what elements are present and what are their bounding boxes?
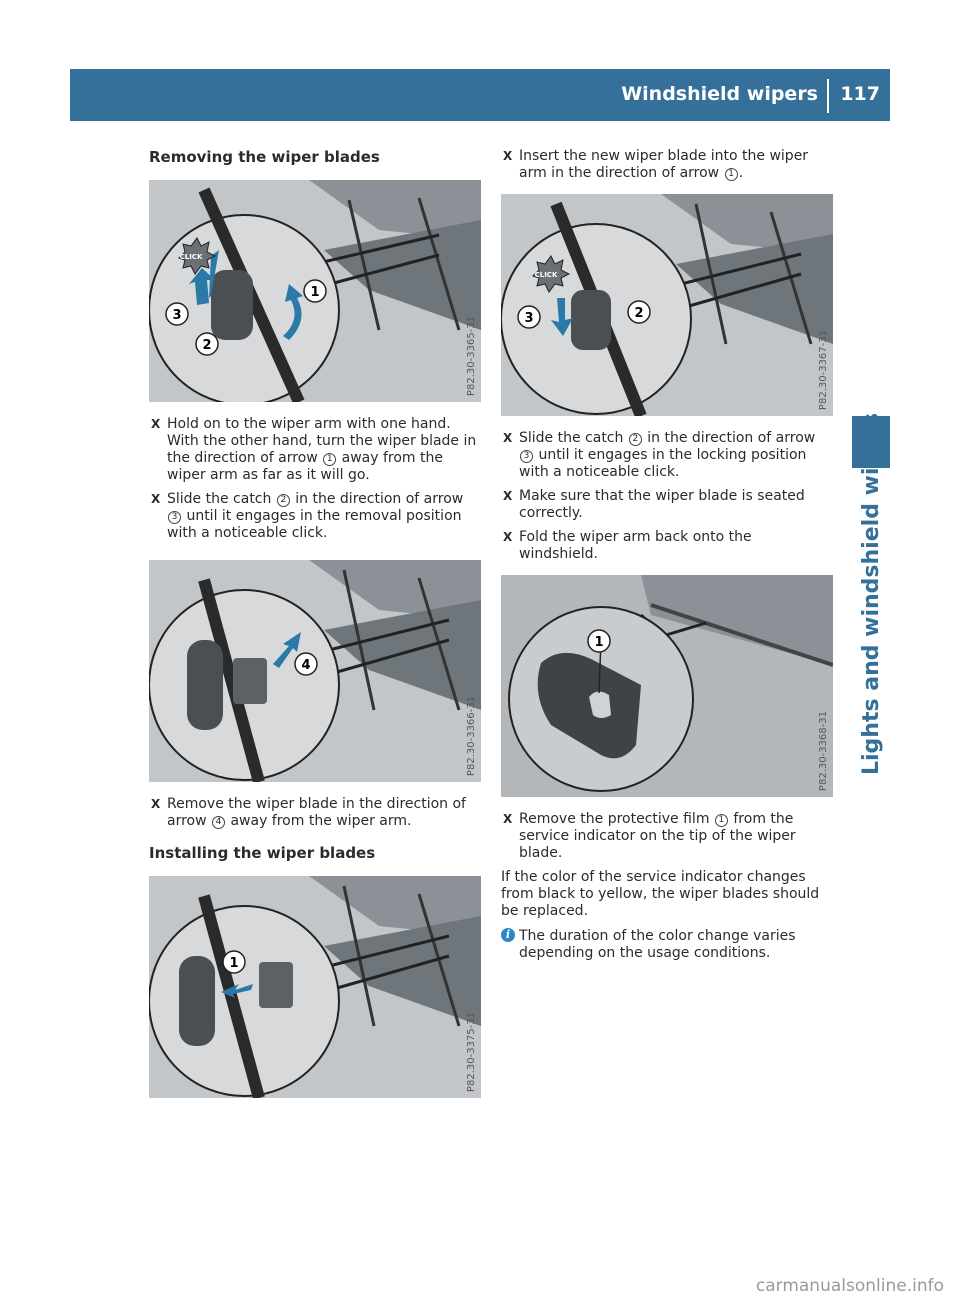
wiper-illustration-3 — [149, 876, 481, 1098]
step-item: X Slide the catch 2 in the direction of arrow 3 until it engages in the locking position with a noticeable click. — [503, 430, 816, 480]
section-title: Windshield wipers — [621, 83, 818, 105]
step-item: X Remove the protective film 1 from the service indicator on the tip of the wiper blade. — [503, 811, 796, 861]
svg-text:3: 3 — [524, 311, 534, 326]
page-number: 117 — [840, 83, 880, 105]
steps-remove-a — [149, 416, 481, 542]
steps-service — [501, 811, 833, 862]
figure-service-indicator — [501, 575, 833, 797]
info-icon: i — [501, 928, 515, 942]
callout-2 — [196, 333, 218, 355]
callout-2 — [628, 301, 650, 323]
svg-text:1: 1 — [229, 956, 239, 971]
step-item: X Fold the wiper arm back onto the windshield. — [503, 529, 752, 562]
step-item: X Slide the catch 2 in the direction of arrow 3 until it engages in the removal position with a noticeable click. — [151, 491, 464, 541]
figure-remove-turn — [149, 180, 481, 402]
chapter-label: Lights and windshield wipers — [859, 412, 884, 775]
right-column — [501, 148, 833, 962]
steps-install-b — [501, 430, 833, 563]
header-divider — [827, 79, 829, 113]
callout-1 — [304, 280, 326, 302]
service-paragraph: If the color of the service indicator changes from black to yellow, the wiper blades should be replaced. — [501, 869, 820, 919]
callout-4 — [295, 653, 317, 675]
watermark: carmanualsonline.info — [755, 1276, 944, 1296]
step-item: X Make sure that the wiper blade is seated correctly. — [503, 488, 805, 521]
info-note — [501, 928, 833, 962]
svg-text:4: 4 — [301, 658, 311, 673]
step-item: X Insert the new wiper blade into the wiper arm in the direction of arrow 1 . — [503, 148, 809, 181]
page-header — [70, 69, 890, 121]
steps-remove-b — [149, 796, 481, 830]
svg-text:1: 1 — [594, 635, 604, 650]
heading-removing: Removing the wiper blades — [149, 148, 380, 166]
figure-install-insert — [149, 876, 481, 1098]
callout-3 — [166, 303, 188, 325]
callout-3 — [518, 306, 540, 328]
wiper-illustration-4 — [501, 194, 833, 416]
figure-remove-slide — [149, 560, 481, 782]
figure-code: P82.30-3368-31 — [818, 710, 829, 791]
svg-text:3: 3 — [172, 308, 182, 323]
click-label: CLICK — [534, 271, 558, 279]
svg-text:2: 2 — [634, 306, 644, 321]
click-label: CLICK — [179, 253, 203, 261]
wiper-illustration-1 — [149, 180, 481, 402]
step-item: X Remove the wiper blade in the direction of arrow 4 away from the wiper arm. — [151, 796, 466, 829]
figure-install-slide — [501, 194, 833, 416]
callout-1 — [223, 951, 245, 973]
step-item: X Hold on to the wiper arm with one hand. With the other hand, turn the wiper blade in the direction of arrow 1 away from the wiper arm as far as it will go. — [151, 416, 477, 483]
steps-install-a — [501, 148, 833, 182]
figure-code: P82.30-3366-31 — [466, 695, 477, 776]
figure-code: P82.30-3365-31 — [466, 315, 477, 396]
svg-text:2: 2 — [202, 338, 212, 353]
callout-1 — [588, 630, 610, 652]
info-text: The duration of the color change varies depending on the usage conditions. — [519, 928, 796, 961]
wiper-illustration-2 — [149, 560, 481, 782]
figure-code: P82.30-3367-31 — [818, 329, 829, 410]
wiper-illustration-5 — [501, 575, 833, 797]
heading-installing: Installing the wiper blades — [149, 844, 376, 862]
svg-text:1: 1 — [310, 285, 320, 300]
figure-code: P82.30-3375-31 — [466, 1011, 477, 1092]
left-column — [149, 148, 481, 1112]
